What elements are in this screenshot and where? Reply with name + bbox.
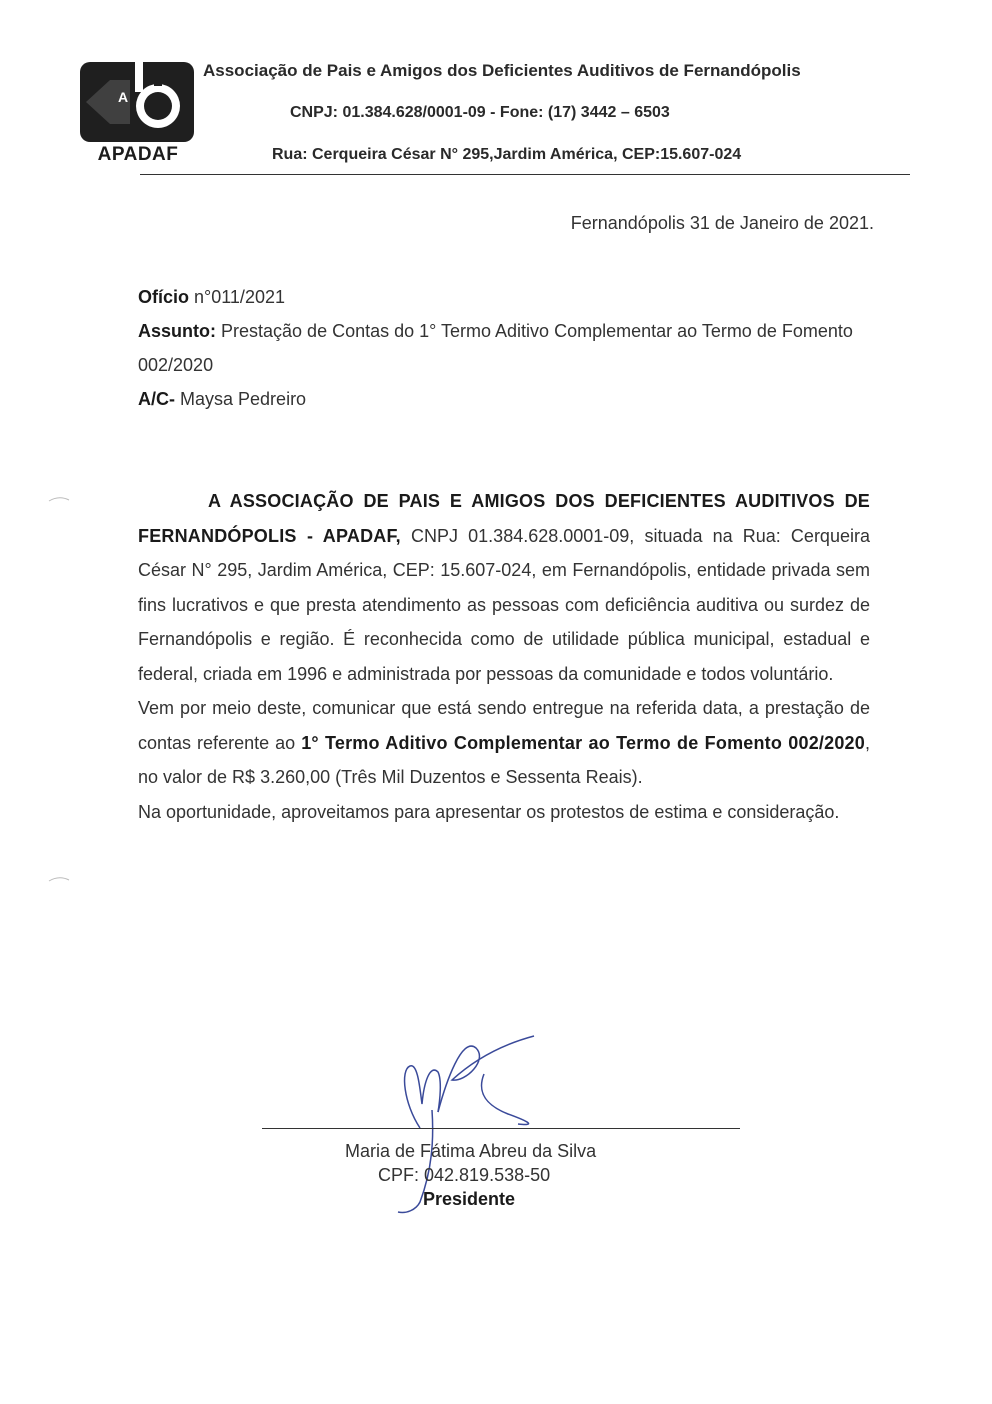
margin-mark: [48, 496, 70, 502]
signatory-name: Maria de Fátima Abreu da Silva: [345, 1141, 597, 1161]
ear-logo-icon: [80, 62, 194, 142]
ac-value: Maysa Pedreiro: [180, 389, 307, 409]
letterhead-divider: [140, 174, 910, 175]
logo-text: APADAF: [97, 144, 179, 165]
association-description: CNPJ 01.384.628.0001-09, situada na Rua: Cerqueira César N° 295, Jardim América, CEP: 15.607-024, em Fernandópolis, entidade privada sem fins lucrativos e que presta atendimento as pessoas com deficiência auditiva ou surdez de Fernandópolis e região. É reconhecida como de utilidade pública municipal, estadual e federal, criada em 1996 e administrada por pessoas da comunidade e todos voluntário.: [138, 525, 870, 684]
term-reference: 1° Termo Aditivo Complementar ao Termo de Fomento 002/2020: [301, 732, 865, 753]
body-paragraph-3: Na oportunidade, aproveitamos para apresentar os protestos de estima e consideração.: [138, 801, 840, 822]
logo-mark: A: [118, 89, 129, 105]
amount-text: , no valor de R$ 3.260,00 (Três Mil Duzentos e Sessenta Reais).: [138, 732, 870, 787]
body-paragraph-2: [138, 691, 870, 795]
assunto-value: Prestação de Contas do 1° Termo Aditivo Complementar ao Termo de Fomento 002/2020: [138, 321, 853, 375]
organization-contact: CNPJ: 01.384.628/0001-09 - Fone: (17) 3442 – 6503: [290, 104, 670, 121]
ac-line: [138, 382, 878, 416]
assunto-line: [138, 314, 878, 382]
letter-meta: [138, 280, 878, 416]
body-paragraph-1: [138, 484, 870, 691]
signature-line: [262, 1128, 740, 1129]
assunto-label: Assunto:: [138, 321, 216, 341]
margin-mark: [48, 876, 70, 882]
organization-address: Rua: Cerqueira César N° 295,Jardim América, CEP:15.607-024: [272, 146, 742, 163]
oficio-line: [138, 280, 878, 314]
oficio-value: n°011/2021: [194, 287, 285, 307]
ac-label: A/C-: [138, 389, 175, 409]
date-line: Fernandópolis 31 de Janeiro de 2021.: [570, 213, 874, 233]
oficio-label: Ofício: [138, 287, 190, 307]
signatory-role: Presidente: [423, 1189, 516, 1209]
letter-body: [138, 484, 870, 829]
association-name: A ASSOCIAÇÃO DE PAIS E AMIGOS DOS DEFICIENTES AUDITIVOS DE FERNANDÓPOLIS - APADAF,: [138, 491, 870, 546]
communication-text: Vem por meio deste, comunicar que está sendo entregue na referida data, a prestação de contas referente ao: [138, 698, 870, 753]
signatory-cpf: CPF: 042.819.538-50: [378, 1165, 551, 1185]
organization-name: Associação de Pais e Amigos dos Deficientes Auditivos de Fernandópolis: [203, 61, 801, 80]
